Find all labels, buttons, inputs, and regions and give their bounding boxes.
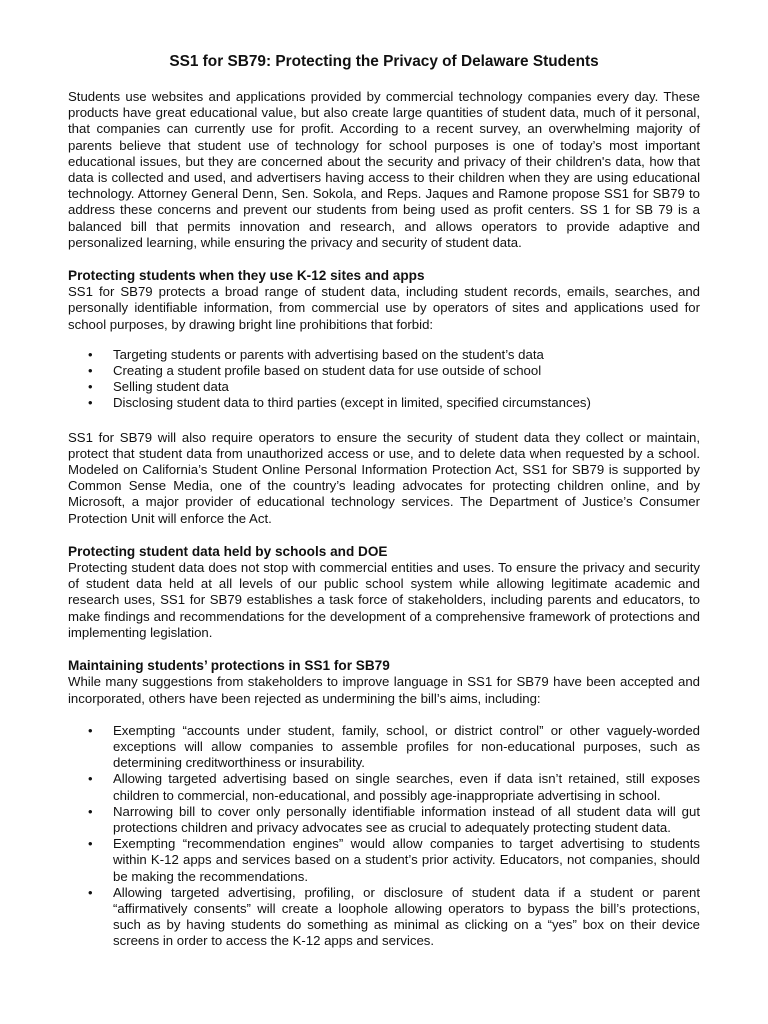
list-item-text: Exempting “recommendation engines” would allow companies to target advertising to students within K-12 apps and services based on a student’s prior activity. Educators, not companies, should be making the recommendations. [113,836,700,884]
rejected-suggestions-list [68,723,700,950]
section-body-schools-doe: Protecting student data does not stop with commercial entities and uses. To ensure the privacy and security of student data held at all levels of our public school system while allowing legitimate academic and research uses, SS1 for SB79 establishes a task force of stakeholders, including parents and educators, to make findings and recommendations for the development of a comprehensive framework of protections and implementing legislation. [68,560,700,640]
list-item [68,363,700,379]
bullet-icon: • [88,395,93,411]
list-item-text: Disclosing student data to third parties (except in limited, specified circumstances) [113,395,591,411]
bullet-icon: • [88,346,93,362]
document-title: SS1 for SB79: Protecting the Privacy of Delaware Students [169,53,599,70]
section-closing-k12-sites: SS1 for SB79 will also require operators to ensure the security of student data they collect or maintain, protect that student data from unauthorized access or use, and to delete data when requested by a school. Modeled on California’s Student Online Personal Information Protection Act, SS1 for SB79 is supported by Common Sense Media, one of the country’s leading advocates for protecting children online, and by Microsoft, a major provider of educational technology services. The Department of Justice’s Consumer Protection Unit will enforce the Act. [68,429,700,526]
section-body-maintaining-protections: While many suggestions from stakeholders to improve language in SS1 for SB79 have been accepted and incorporated, others have been rejected as undermining the bill’s aims, including: [68,674,700,706]
list-item-text: Narrowing bill to cover only personally identifiable information instead of all student data will gut protections children and privacy advocates see as crucial to adequately protecting student data. [113,803,700,835]
list-item-text: Allowing targeted advertising based on single searches, even if data isn’t retained, still exposes children to commercial, non-educational, and possibly age-inappropriate advertising in school. [113,771,700,803]
document-page [68,52,700,950]
section-heading-maintaining-protections: Maintaining students’ protections in SS1 for SB79 [68,658,390,674]
section-heading-k12-sites: Protecting students when they use K-12 sites and apps [68,268,425,284]
list-item [68,723,700,772]
bullet-icon: • [88,771,93,787]
list-item-text: Targeting students or parents with advertising based on the student’s data [113,346,544,362]
list-item [68,379,700,395]
list-item-text: Allowing targeted advertising, profiling, or disclosure of student data if a student or parent “affirmatively consents” will create a loophole allowing operators to bypass the bill’s protections, such as by having students do something as minimal as clicking on a “yes” box on their device screens in order to access the K-12 apps and services. [113,884,700,949]
list-item [68,347,700,363]
list-item [68,836,700,885]
intro-paragraph: Students use websites and applications provided by commercial technology companies every day. These products have great educational value, but also create large quantities of student data, much of it personal, that companies can currently use for profit. According to a recent survey, an overwhelming majority of parents believe that student use of technology for school purposes is one of today’s most important educational issues, but they are concerned about the security and privacy of their children's data, how that data is collected and used, and advertisers having access to their children when they are using educational technology. Attorney General Denn, Sen. Sokola, and Reps. Jaques and Ramone propose SS1 for SB79 to address these concerns and prevent our students from being used as profit centers. SS 1 for SB 79 is a balanced bill that permits innovation and research, and allows operators to provide adaptive and personalized learning, while ensuring the privacy and security of student data. [68,89,700,250]
list-item [68,395,700,411]
section-heading-schools-doe: Protecting student data held by schools and DOE [68,543,388,559]
list-item [68,771,700,803]
bullet-icon: • [88,363,93,379]
bullet-icon: • [88,722,93,738]
list-item-text: Creating a student profile based on student data for use outside of school [113,363,542,379]
list-item-text: Exempting “accounts under student, family, school, or district control” or other vaguely-worded exceptions will allow companies to assemble profiles for non-educational purposes, such as determining creditworthiness or insurability. [113,722,700,771]
bullet-icon: • [88,836,93,852]
list-item [68,804,700,836]
bullet-icon: • [88,884,93,900]
prohibitions-list [68,347,700,412]
bullet-icon: • [88,803,93,819]
section-body-k12-sites: SS1 for SB79 protects a broad range of student data, including student records, emails, searches, and personally identifiable information, from commercial use by operators of sites and applications used for school purposes, by drawing bright line prohibitions that forbid: [68,284,700,332]
list-item-text: Selling student data [113,379,229,395]
list-item [68,885,700,950]
bullet-icon: • [88,379,93,395]
